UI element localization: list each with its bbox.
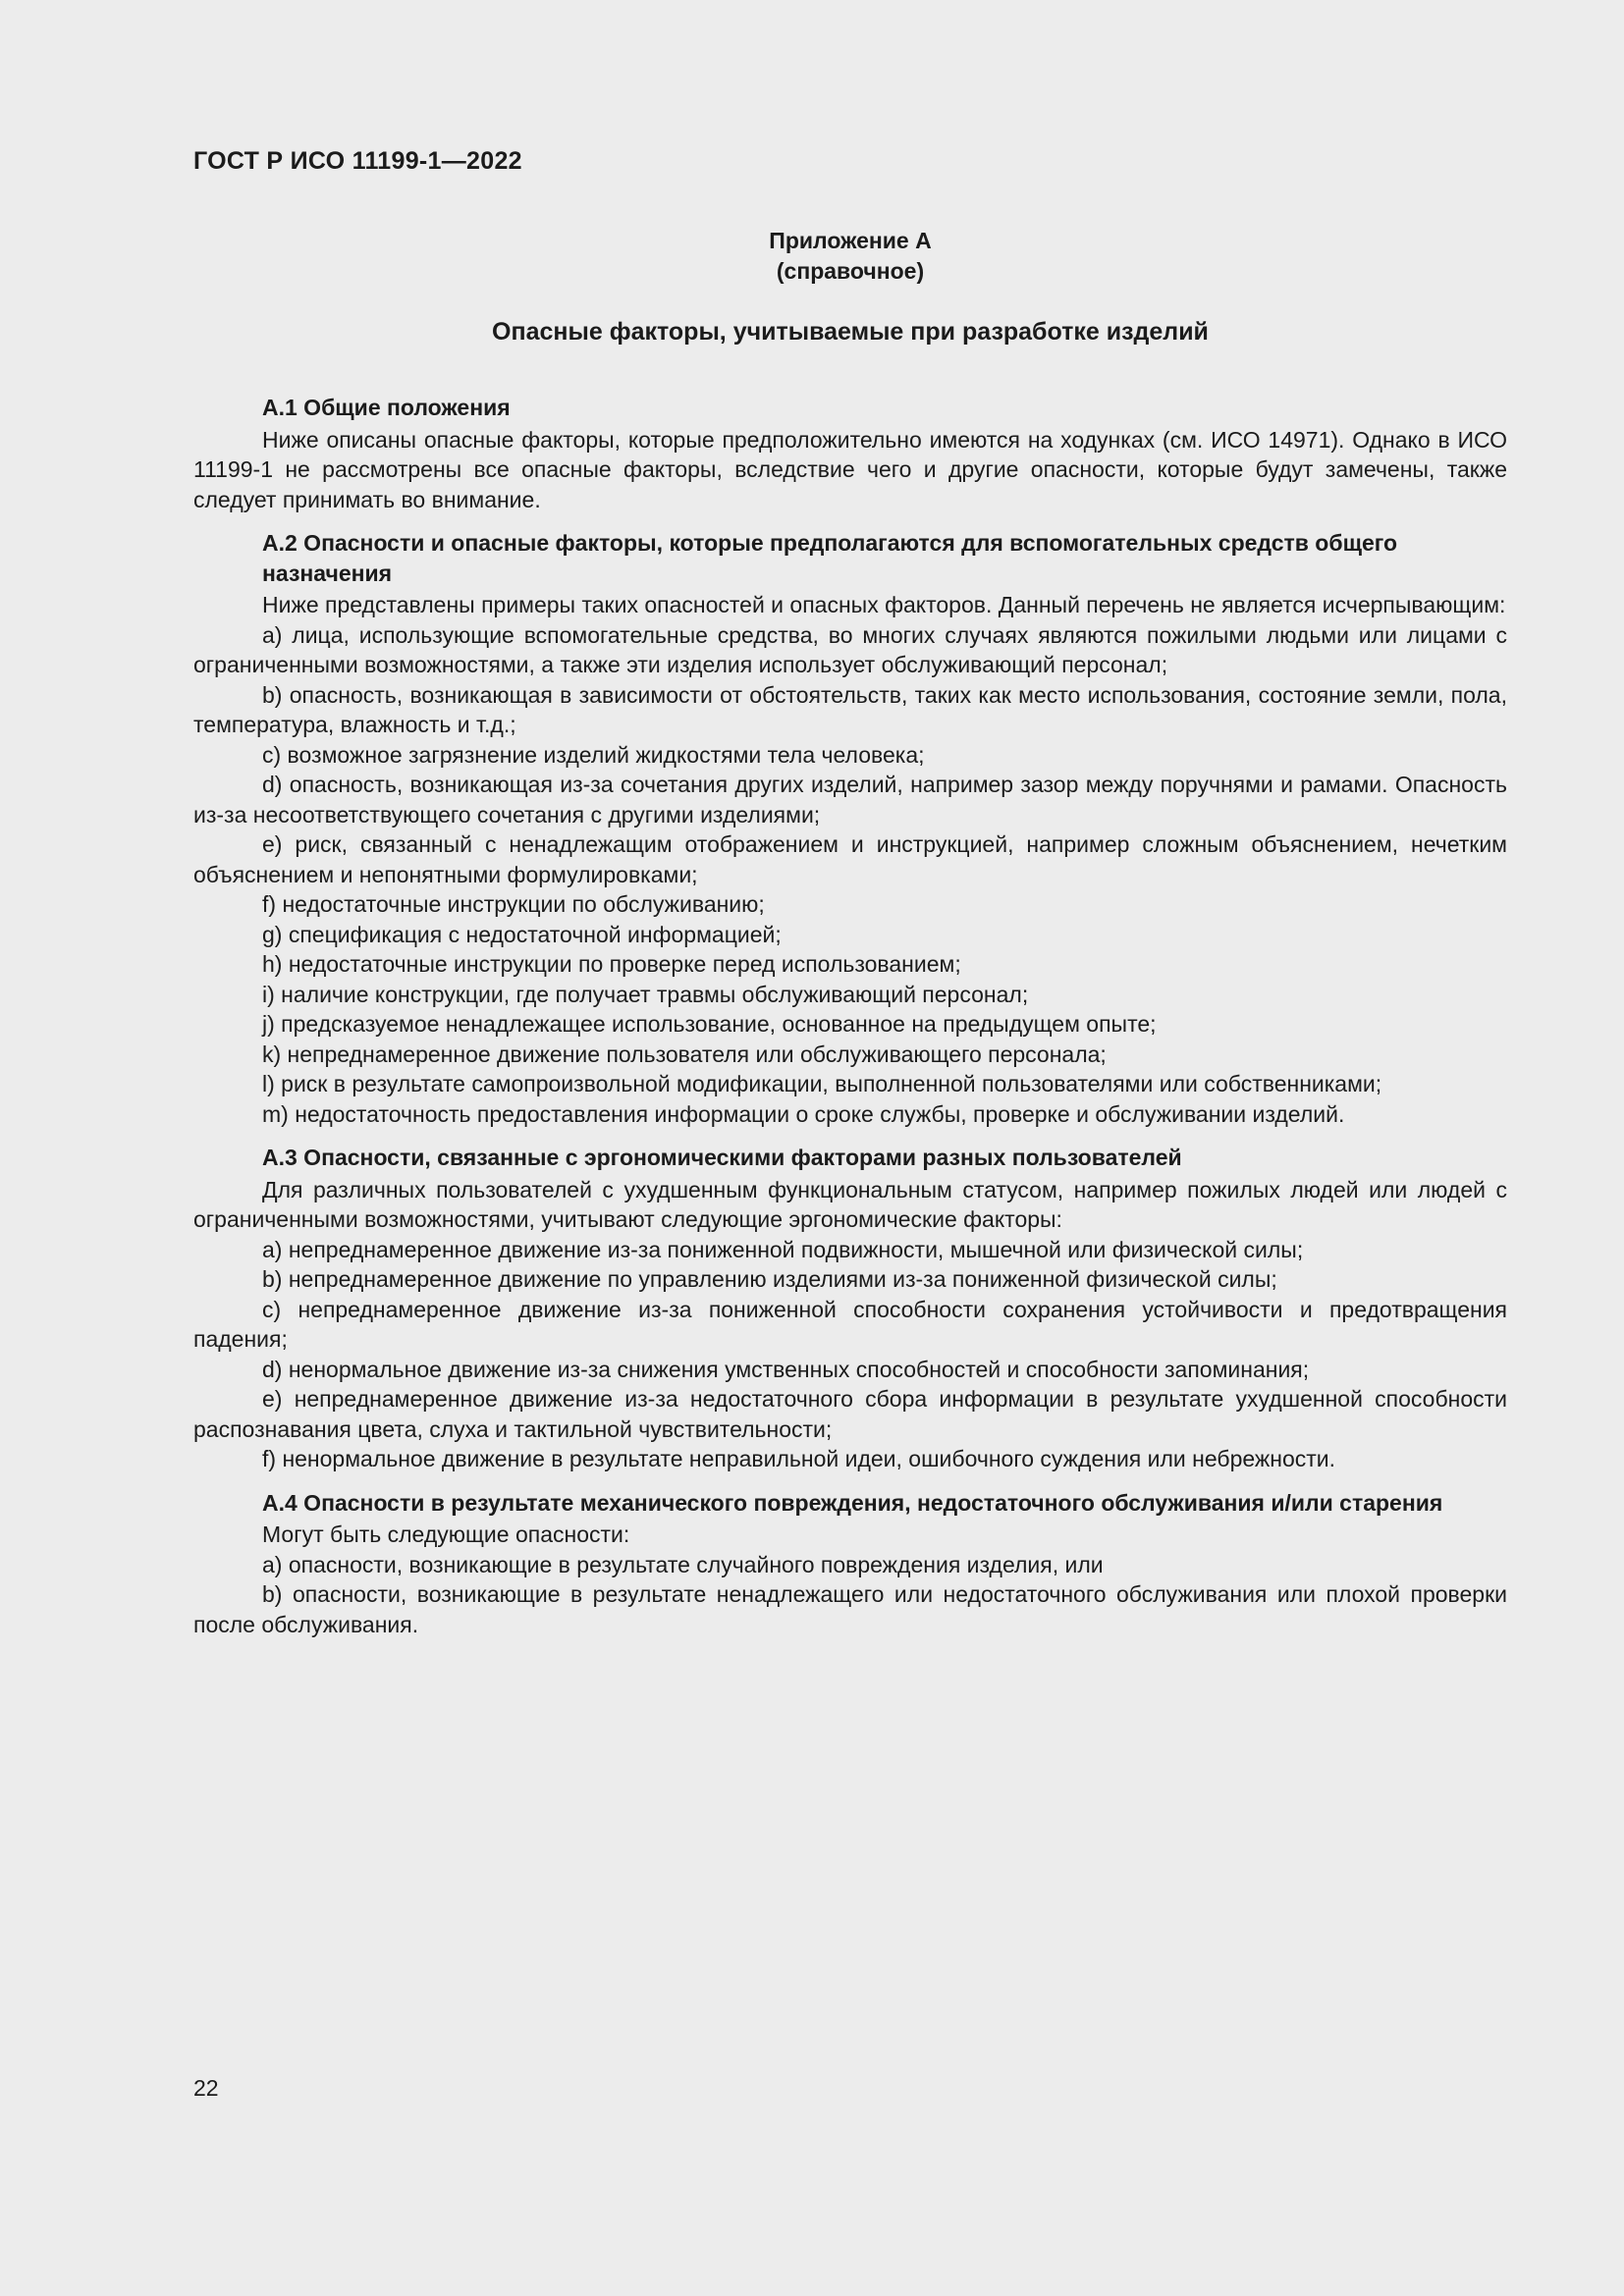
appendix-label: Приложение А (769, 228, 932, 253)
paragraph: Ниже описаны опасные факторы, которые предположительно имеются на ходунках (см. ИСО 14971). Однако в ИСО 11199-1 не рассмотрены все опасные факторы, вследствие чего и другие опасности, которые будут замечены, также следует принимать во внимание. (193, 426, 1507, 512)
appendix-title: Опасные факторы, учитываемые при разработке изделий (492, 318, 1209, 346)
paragraph: Ниже представлены примеры таких опасностей и опасных факторов. Данный перечень не является исчерпывающим: (262, 592, 1506, 617)
appendix-kind: (справочное) (776, 258, 925, 284)
list-item: l) риск в результате самопроизвольной модификации, выполненной пользователями или собственниками; (262, 1071, 1382, 1096)
list-item: c) возможное загрязнение изделий жидкостями тела человека; (262, 741, 925, 768)
list-item: a) лица, использующие вспомогательные средства, во многих случаях являются пожилыми людьми или лицами с ограниченными возможностями, а также эти изделия использует обслуживающий персонал; (193, 621, 1507, 677)
document-body (193, 393, 1507, 1639)
document-id: ГОСТ Р ИСО 11199-1—2022 (193, 147, 522, 175)
paragraph: Для различных пользователей с ухудшенным функциональным статусом, например пожилых людей или людей с ограниченными возможностями, учитывают следующие эргономические факторы: (193, 1176, 1507, 1232)
list-item: k) непреднамеренное движение пользователя или обслуживающего персонала; (262, 1041, 1107, 1067)
list-item: a) непреднамеренное движение из-за пониженной подвижности, мышечной или физической силы; (262, 1236, 1304, 1262)
list-item: b) непреднамеренное движение по управлению изделиями из-за пониженной физической силы; (262, 1266, 1277, 1292)
list-item: b) опасность, возникающая в зависимости от обстоятельств, таких как место использования, состояние земли, пола, температура, влажность и т.д.; (193, 681, 1507, 737)
section-heading-a1: А.1 Общие положения (262, 395, 511, 420)
list-item: d) ненормальное движение из-за снижения умственных способностей и способности запоминания; (262, 1356, 1310, 1382)
list-item: e) риск, связанный с ненадлежащим отображением и инструкцией, например сложным объяснением, нечетким объяснением и непонятными формулировками; (193, 831, 1507, 887)
list-item: h) недостаточные инструкции по проверке перед использованием; (262, 951, 961, 977)
list-item: f) ненормальное движение в результате неправильной идеи, ошибочного суждения или небрежности. (262, 1446, 1336, 1471)
list-item: e) непреднамеренное движение из-за недостаточного сбора информации в результате ухудшенной способности распознавания цвета, слуха и тактильной чувствительности; (193, 1386, 1507, 1442)
list-item: c) непреднамеренное движение из-за пониженной способности сохранения устойчивости и предотвращения падения; (193, 1296, 1507, 1352)
list-item: g) спецификация с недостаточной информацией; (262, 921, 782, 947)
section-heading-a3: А.3 Опасности, связанные с эргономическими факторами разных пользователей (262, 1145, 1182, 1170)
list-item: i) наличие конструкции, где получает травмы обслуживающий персонал; (262, 981, 1029, 1007)
list-item: f) недостаточные инструкции по обслуживанию; (262, 891, 765, 917)
list-item: m) недостаточность предоставления информации о сроке службы, проверке и обслуживании изделий. (262, 1100, 1345, 1127)
list-item: a) опасности, возникающие в результате случайного повреждения изделия, или (262, 1551, 1104, 1577)
list-item: d) опасность, возникающая из-за сочетания других изделий, например зазор между поручнями и рамами. Опасность из-за несоответствующего сочетания с другими изделиями; (193, 772, 1507, 828)
paragraph: Могут быть следующие опасности: (262, 1522, 630, 1547)
appendix-heading (193, 226, 1507, 287)
list-item: b) опасности, возникающие в результате ненадлежащего или недостаточного обслуживания или плохой проверки после обслуживания. (193, 1581, 1507, 1637)
section-heading-a2: А.2 Опасности и опасные факторы, которые предполагаются для вспомогательных средств общего назначения (262, 530, 1398, 586)
list-item: j) предсказуемое ненадлежащее использование, основанное на предыдущем опыте; (262, 1011, 1157, 1037)
page-number: 22 (193, 2075, 219, 2101)
section-heading-a4: А.4 Опасности в результате механического повреждения, недостаточного обслуживания и/или старения (262, 1489, 1443, 1516)
